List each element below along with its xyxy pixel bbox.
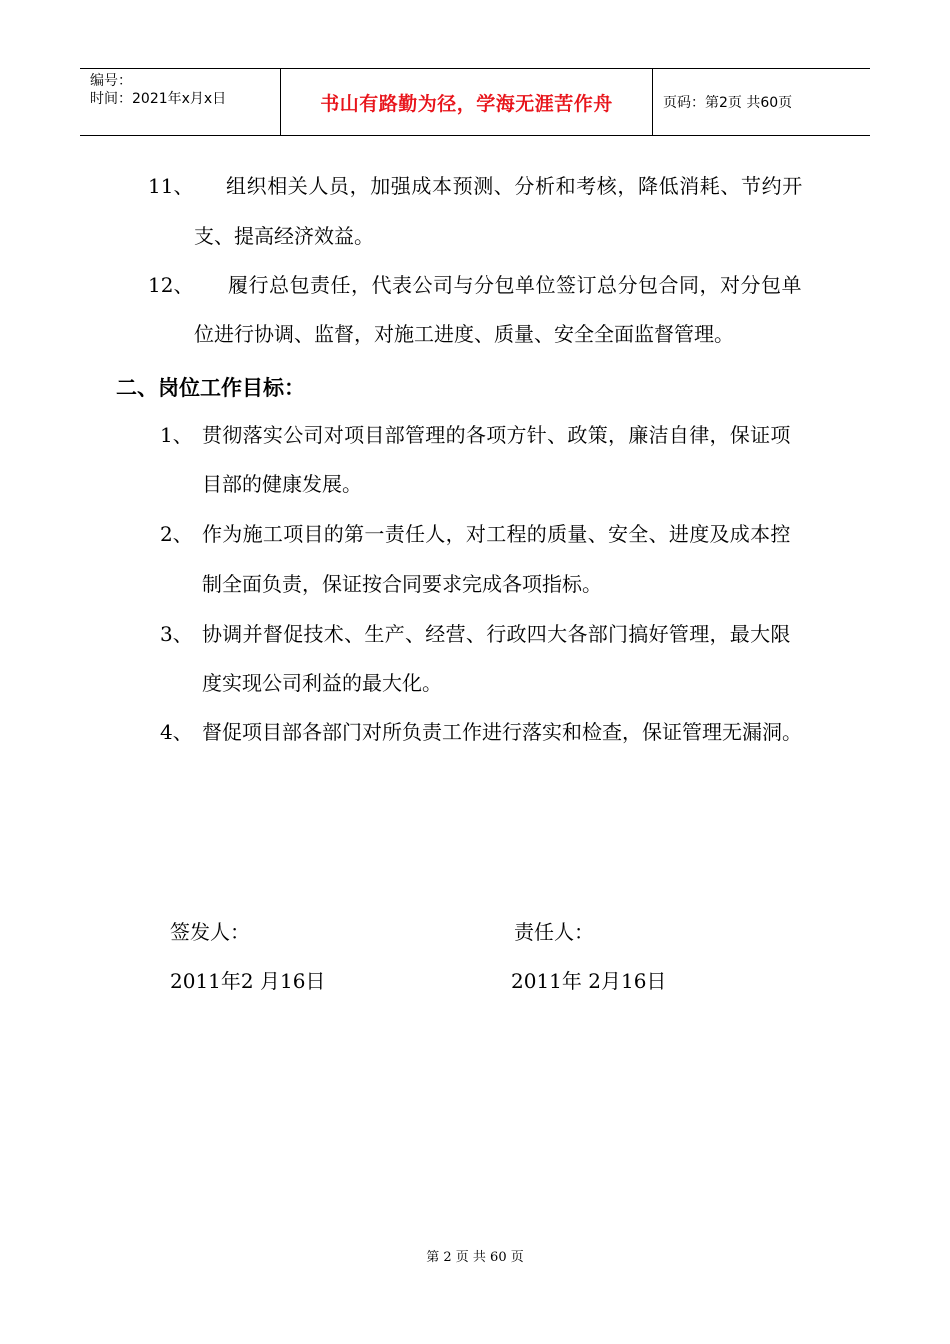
duty-text-line: 组织相关人员，加强成本预测、分析和考核，降低消耗、节约开	[226, 174, 803, 198]
responsible-date: 2011年 2月16日	[511, 969, 667, 993]
issuer-label: 签发人：	[170, 920, 250, 944]
goal-number: 2、	[160, 522, 193, 546]
document-time: 时间：2021年x月x日	[90, 91, 227, 107]
goal-text-line: 目部的健康发展。	[202, 472, 362, 496]
goal-text-line: 作为施工项目的第一责任人，对工程的质量、安全、进度及成本控	[202, 522, 791, 546]
header-meta	[80, 69, 281, 135]
duty-number: 11、	[148, 174, 194, 198]
header-slogan: 书山有路勤为径，学海无涯苦作舟	[281, 69, 653, 135]
goal-text-line: 制全面负责，保证按合同要求完成各项指标。	[202, 572, 602, 596]
goal-number: 3、	[160, 622, 193, 646]
goal-text-line: 贯彻落实公司对项目部管理的各项方针、政策，廉洁自律，保证项	[202, 423, 791, 447]
goal-number: 4、	[160, 720, 193, 744]
header-page-info: 页码：第2页 共60页	[663, 95, 793, 111]
responsible-label: 责任人：	[514, 920, 594, 944]
duty-text-line: 支、提高经济效益。	[194, 224, 374, 248]
document-number-label: 编号：	[90, 73, 132, 89]
duty-number: 12、	[148, 273, 194, 297]
goal-text-line: 协调并督促技术、生产、经营、行政四大各部门搞好管理，最大限	[202, 622, 791, 646]
goal-text-line: 度实现公司利益的最大化。	[202, 671, 442, 695]
duty-text-line: 位进行协调、监督，对施工进度、质量、安全全面监督管理。	[194, 322, 734, 346]
section-title: 二、岗位工作目标：	[116, 376, 305, 400]
issuer-date: 2011年2 月16日	[170, 969, 326, 993]
page-footer: 第 2 页 共 60 页	[426, 1250, 524, 1265]
document-header	[80, 68, 870, 136]
goal-number: 1、	[160, 423, 193, 447]
goal-text-line: 督促项目部各部门对所负责工作进行落实和检查，保证管理无漏洞。	[202, 720, 802, 744]
duty-text-line: 履行总包责任，代表公司与分包单位签订总分包合同，对分包单	[228, 273, 802, 297]
